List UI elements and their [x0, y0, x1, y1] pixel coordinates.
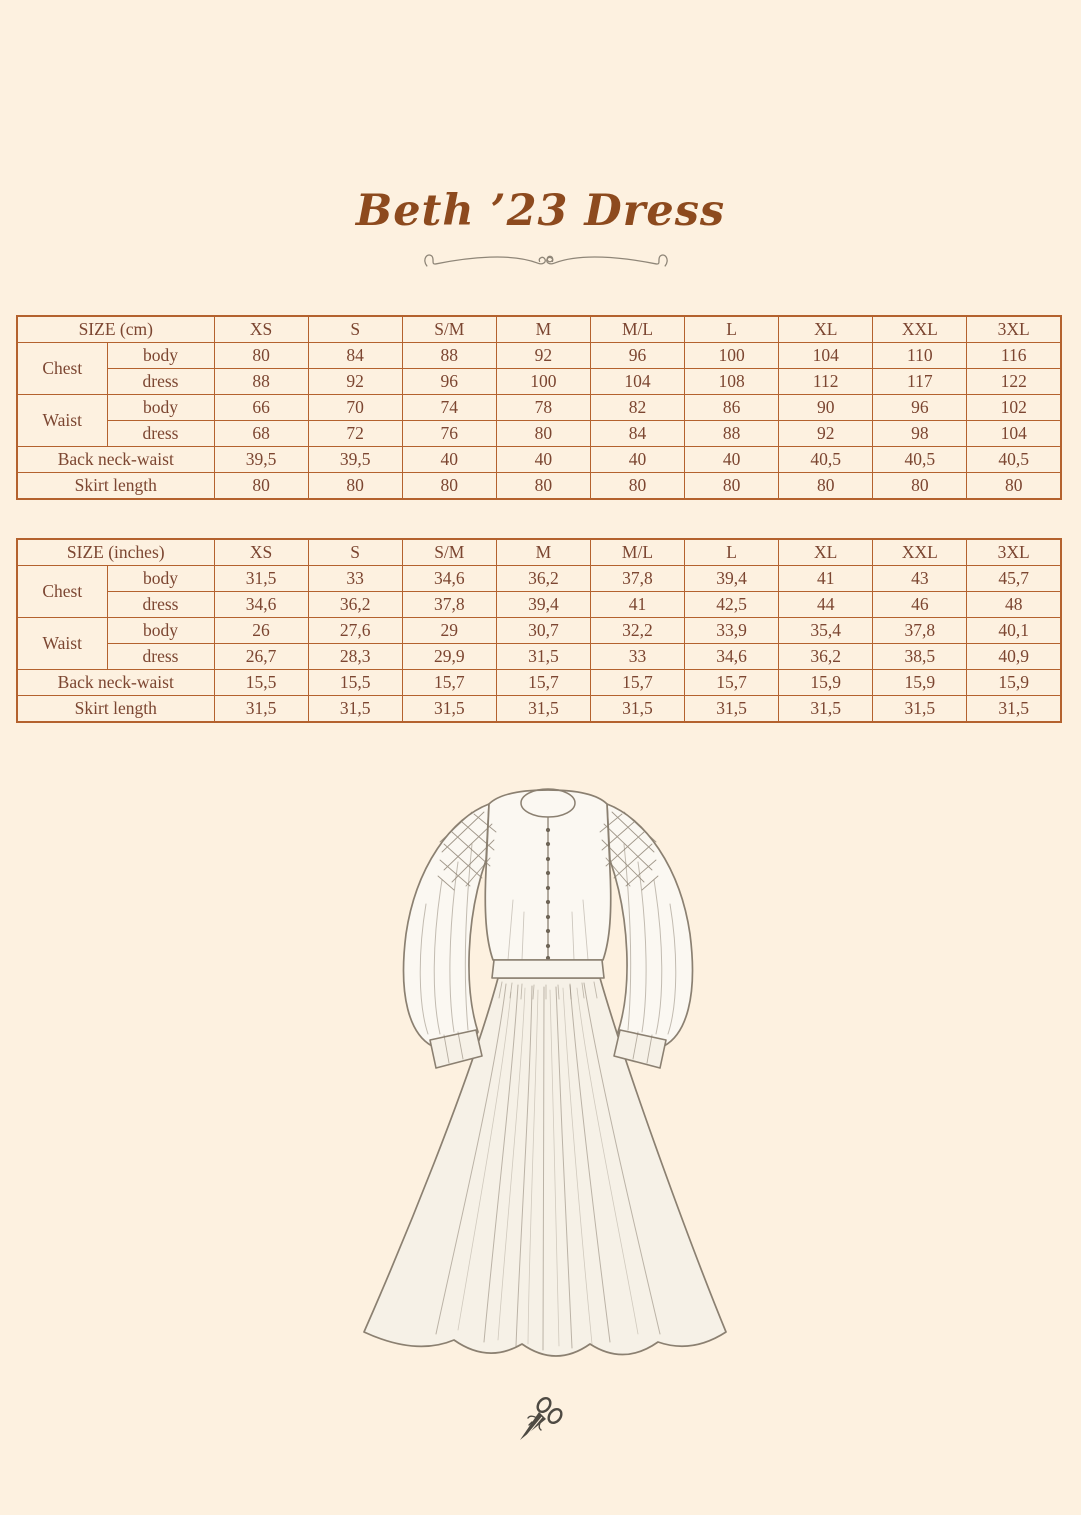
size-col-sm: S/M — [402, 316, 496, 343]
value-cell: 15,7 — [590, 670, 684, 696]
value-cell: 80 — [402, 473, 496, 500]
value-cell: 48 — [967, 592, 1061, 618]
chest-dress-row — [17, 369, 1061, 395]
sub-label-dress: dress — [107, 592, 214, 618]
size-col-sm: S/M — [402, 539, 496, 566]
value-cell: 76 — [402, 421, 496, 447]
value-cell: 29,9 — [402, 644, 496, 670]
group-label-chest: Chest — [17, 343, 107, 395]
value-cell: 98 — [873, 421, 967, 447]
value-cell: 66 — [214, 395, 308, 421]
chest-body-row — [17, 343, 1061, 369]
value-cell: 80 — [967, 473, 1061, 500]
size-table-cm — [16, 315, 1062, 500]
group-label-waist: Waist — [17, 395, 107, 447]
value-cell: 35,4 — [779, 618, 873, 644]
skirt-length-row — [17, 473, 1061, 500]
value-cell: 37,8 — [590, 566, 684, 592]
size-col-ml: M/L — [590, 539, 684, 566]
value-cell: 33 — [308, 566, 402, 592]
value-cell: 39,4 — [496, 592, 590, 618]
value-cell: 36,2 — [496, 566, 590, 592]
value-cell: 31,5 — [308, 696, 402, 723]
value-cell: 26 — [214, 618, 308, 644]
value-cell: 40 — [402, 447, 496, 473]
value-cell: 116 — [967, 343, 1061, 369]
value-cell: 26,7 — [214, 644, 308, 670]
waist-body-row — [17, 395, 1061, 421]
size-col-l: L — [685, 539, 779, 566]
value-cell: 31,5 — [967, 696, 1061, 723]
value-cell: 96 — [590, 343, 684, 369]
value-cell: 78 — [496, 395, 590, 421]
value-cell: 40,5 — [967, 447, 1061, 473]
value-cell: 40 — [496, 447, 590, 473]
value-cell: 41 — [779, 566, 873, 592]
value-cell: 96 — [402, 369, 496, 395]
value-cell: 80 — [214, 473, 308, 500]
value-cell: 33 — [590, 644, 684, 670]
value-cell: 45,7 — [967, 566, 1061, 592]
measure-label: Skirt length — [17, 473, 214, 500]
value-cell: 108 — [685, 369, 779, 395]
scissors-icon — [514, 1394, 564, 1446]
value-cell: 84 — [590, 421, 684, 447]
group-label-waist: Waist — [17, 618, 107, 670]
value-cell: 15,5 — [214, 670, 308, 696]
value-cell: 80 — [779, 473, 873, 500]
value-cell: 100 — [496, 369, 590, 395]
value-cell: 104 — [967, 421, 1061, 447]
value-cell: 122 — [967, 369, 1061, 395]
value-cell: 72 — [308, 421, 402, 447]
page-title: Beth ’23 Dress — [355, 186, 726, 236]
value-cell: 37,8 — [402, 592, 496, 618]
measure-label: Back neck-waist — [17, 447, 214, 473]
header-row — [17, 316, 1061, 343]
sub-label-dress: dress — [107, 369, 214, 395]
value-cell: 117 — [873, 369, 967, 395]
size-col-xs: XS — [214, 539, 308, 566]
value-cell: 34,6 — [685, 644, 779, 670]
measure-label: Skirt length — [17, 696, 214, 723]
measure-label: Back neck-waist — [17, 670, 214, 696]
value-cell: 41 — [590, 592, 684, 618]
value-cell: 39,4 — [685, 566, 779, 592]
value-cell: 39,5 — [214, 447, 308, 473]
value-cell: 74 — [402, 395, 496, 421]
value-cell: 84 — [308, 343, 402, 369]
value-cell: 104 — [779, 343, 873, 369]
value-cell: 46 — [873, 592, 967, 618]
value-cell: 104 — [590, 369, 684, 395]
value-cell: 102 — [967, 395, 1061, 421]
value-cell: 70 — [308, 395, 402, 421]
value-cell: 92 — [496, 343, 590, 369]
value-cell: 31,5 — [779, 696, 873, 723]
value-cell: 37,8 — [873, 618, 967, 644]
value-cell: 39,5 — [308, 447, 402, 473]
value-cell: 92 — [779, 421, 873, 447]
size-col-s: S — [308, 539, 402, 566]
value-cell: 80 — [308, 473, 402, 500]
size-unit-label: SIZE (cm) — [17, 316, 214, 343]
value-cell: 44 — [779, 592, 873, 618]
size-col-xxl: XXL — [873, 539, 967, 566]
value-cell: 31,5 — [402, 696, 496, 723]
sub-label-body: body — [107, 395, 214, 421]
value-cell: 110 — [873, 343, 967, 369]
size-col-l: L — [685, 316, 779, 343]
sub-label-body: body — [107, 618, 214, 644]
value-cell: 31,5 — [214, 696, 308, 723]
header-row — [17, 539, 1061, 566]
value-cell: 15,9 — [873, 670, 967, 696]
value-cell: 31,5 — [873, 696, 967, 723]
waist-body-row — [17, 618, 1061, 644]
value-cell: 31,5 — [214, 566, 308, 592]
value-cell: 80 — [496, 421, 590, 447]
value-cell: 80 — [214, 343, 308, 369]
value-cell: 86 — [685, 395, 779, 421]
value-cell: 90 — [779, 395, 873, 421]
chest-body-row — [17, 566, 1061, 592]
back-neck-waist-row — [17, 670, 1061, 696]
chest-dress-row — [17, 592, 1061, 618]
size-col-ml: M/L — [590, 316, 684, 343]
value-cell: 36,2 — [308, 592, 402, 618]
size-unit-label: SIZE (inches) — [17, 539, 214, 566]
value-cell: 40,9 — [967, 644, 1061, 670]
size-col-3xl: 3XL — [967, 316, 1061, 343]
flourish-divider-icon — [419, 245, 673, 275]
size-col-xl: XL — [779, 539, 873, 566]
value-cell: 27,6 — [308, 618, 402, 644]
value-cell: 15,7 — [402, 670, 496, 696]
value-cell: 15,7 — [685, 670, 779, 696]
value-cell: 88 — [402, 343, 496, 369]
value-cell: 31,5 — [496, 696, 590, 723]
value-cell: 15,5 — [308, 670, 402, 696]
value-cell: 28,3 — [308, 644, 402, 670]
value-cell: 80 — [496, 473, 590, 500]
value-cell: 100 — [685, 343, 779, 369]
value-cell: 36,2 — [779, 644, 873, 670]
size-col-s: S — [308, 316, 402, 343]
sub-label-dress: dress — [107, 644, 214, 670]
value-cell: 34,6 — [402, 566, 496, 592]
value-cell: 68 — [214, 421, 308, 447]
value-cell: 30,7 — [496, 618, 590, 644]
value-cell: 29 — [402, 618, 496, 644]
size-col-xs: XS — [214, 316, 308, 343]
skirt-length-row — [17, 696, 1061, 723]
value-cell: 82 — [590, 395, 684, 421]
value-cell: 96 — [873, 395, 967, 421]
value-cell: 31,5 — [685, 696, 779, 723]
value-cell: 88 — [685, 421, 779, 447]
value-cell: 32,2 — [590, 618, 684, 644]
size-table-inches — [16, 538, 1062, 723]
waist-dress-row — [17, 644, 1061, 670]
value-cell: 15,9 — [779, 670, 873, 696]
value-cell: 80 — [873, 473, 967, 500]
waist-dress-row — [17, 421, 1061, 447]
value-cell: 40,5 — [779, 447, 873, 473]
value-cell: 42,5 — [685, 592, 779, 618]
value-cell: 40,5 — [873, 447, 967, 473]
value-cell: 15,9 — [967, 670, 1061, 696]
value-cell: 33,9 — [685, 618, 779, 644]
value-cell: 92 — [308, 369, 402, 395]
value-cell: 43 — [873, 566, 967, 592]
sub-label-dress: dress — [107, 421, 214, 447]
back-neck-waist-row — [17, 447, 1061, 473]
value-cell: 80 — [590, 473, 684, 500]
group-label-chest: Chest — [17, 566, 107, 618]
value-cell: 15,7 — [496, 670, 590, 696]
value-cell: 40 — [590, 447, 684, 473]
value-cell: 80 — [685, 473, 779, 500]
dress-sketch-illustration — [348, 782, 748, 1382]
size-col-3xl: 3XL — [967, 539, 1061, 566]
value-cell: 112 — [779, 369, 873, 395]
size-col-xxl: XXL — [873, 316, 967, 343]
value-cell: 40,1 — [967, 618, 1061, 644]
value-cell: 38,5 — [873, 644, 967, 670]
value-cell: 40 — [685, 447, 779, 473]
value-cell: 31,5 — [496, 644, 590, 670]
value-cell: 88 — [214, 369, 308, 395]
sub-label-body: body — [107, 566, 214, 592]
sub-label-body: body — [107, 343, 214, 369]
value-cell: 31,5 — [590, 696, 684, 723]
value-cell: 34,6 — [214, 592, 308, 618]
size-col-xl: XL — [779, 316, 873, 343]
size-col-m: M — [496, 539, 590, 566]
size-col-m: M — [496, 316, 590, 343]
